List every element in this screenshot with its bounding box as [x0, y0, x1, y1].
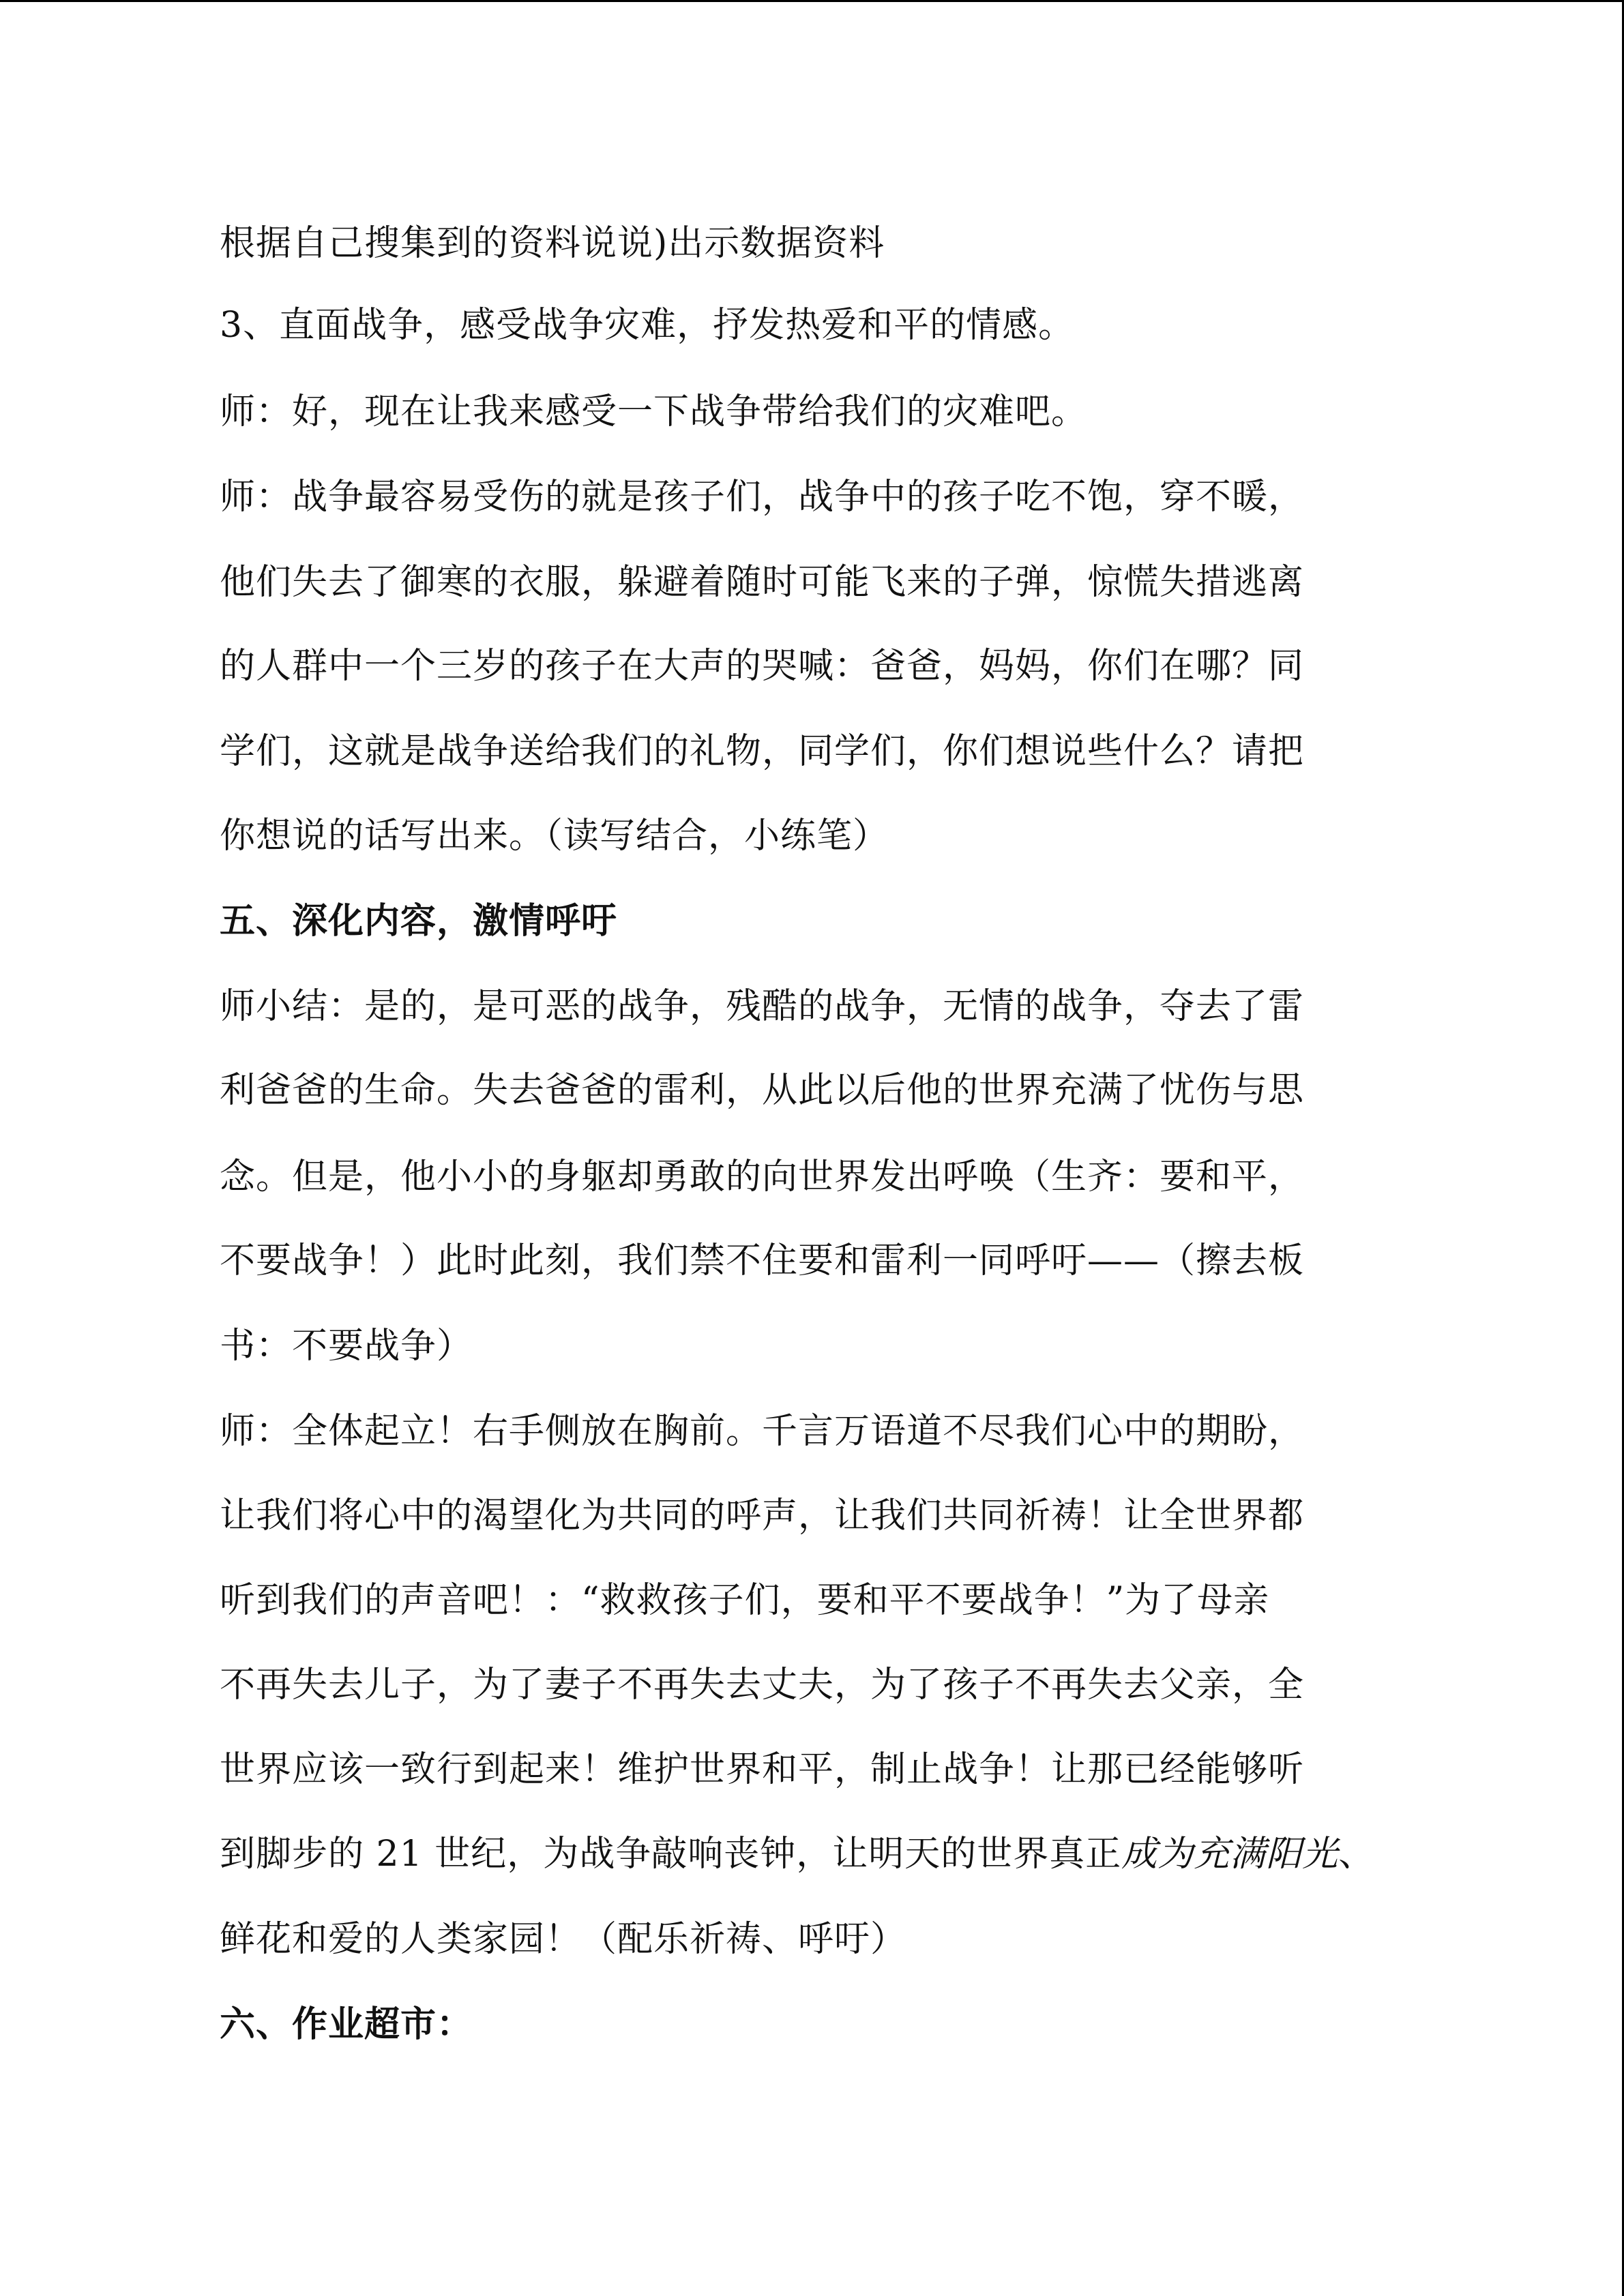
text-line-17: 听到我们的声音吧！：“救救孩子们，要和平不要战争！”为了母亲 [220, 1580, 1270, 1621]
text-line-1: 根据自己搜集到的资料说说)出示数据资料 [220, 223, 885, 264]
text-line-21: 鲜花和爱的人类家园！（配乐祈祷、呼吁） [220, 1919, 907, 1960]
text-line-20 [220, 1830, 1379, 1879]
section-heading-5: 五、深化内容，激情呼吁 [220, 900, 618, 942]
text-line-4: 师：战争最容易受伤的就是孩子们，战争中的孩子吃不饱，穿不暖， [220, 477, 1305, 518]
text-line-14: 书：不要战争） [220, 1326, 473, 1367]
text-line-19: 世界应该一致行到起来！维护世界和平，制止战争！让那已经能够听 [220, 1749, 1305, 1790]
text-line-20-end: 、 [1338, 1834, 1375, 1875]
text-line-12: 念。但是，他小小的身躯却勇敢的向世界发出呼唤（生齐：要和平， [220, 1157, 1305, 1197]
text-line-5: 他们失去了御寒的衣服，躲避着随时可能飞来的子弹，惊慌失措逃离 [220, 562, 1305, 603]
text-line-6: 的人群中一个三岁的孩子在大声的哭喊：爸爸，妈妈，你们在哪？同 [220, 646, 1305, 687]
text-line-10: 师小结：是的，是可恶的战争，残酷的战争，无情的战争，夺去了雷 [220, 986, 1305, 1027]
text-line-2: 3、直面战争，感受战争灾难，抒发热爱和平的情感。 [220, 305, 1075, 346]
text-line-16: 让我们将心中的渴望化为共同的呼声，让我们共同祈祷！让全世界都 [220, 1495, 1305, 1536]
text-line-3: 师：好，现在让我来感受一下战争带给我们的灾难吧。 [220, 391, 1088, 432]
section-heading-6: 六、作业超市： [220, 2003, 473, 2045]
text-line-20-normal: 到脚步的 21 世纪，为战争敲响丧钟，让明天的世界真正 [220, 1834, 1122, 1875]
text-line-15: 师：全体起立！右手侧放在胸前。千言万语道不尽我们心中的期盼， [220, 1411, 1305, 1452]
text-line-8: 你想说的话写出来。（读写结合，小练笔） [220, 816, 889, 856]
text-line-18: 不再失去儿子，为了妻子不再失去丈夫，为了孩子不再失去父亲，全 [220, 1665, 1305, 1705]
text-line-11: 利爸爸的生命。失去爸爸的雷利，从此以后他的世界充满了忧伤与思 [220, 1070, 1305, 1111]
text-line-7: 学们，这就是战争送给我们的礼物，同学们，你们想说些什么？请把 [220, 731, 1305, 772]
text-line-20-italic: 成为充满阳光 [1121, 1834, 1339, 1875]
text-line-13: 不要战争！）此时此刻，我们禁不住要和雷利一同呼吁——（擦去板 [220, 1240, 1305, 1281]
